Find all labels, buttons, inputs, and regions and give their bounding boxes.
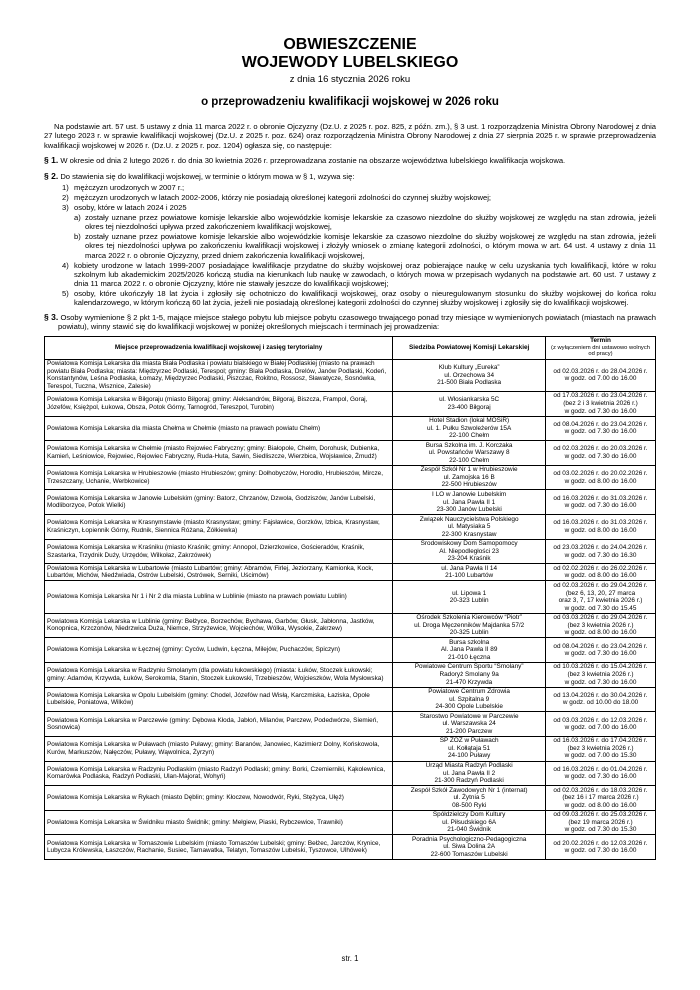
cell-term-line: od 02.03.2026 r. do 29.04.2026 r. (553, 581, 648, 589)
cell-seat-line: 22-600 Tomaszów Lubelski (430, 851, 508, 859)
cell-area: Powiatowa Komisja Lekarska w Janowie Lubelskim (gminy: Batorz, Chrzanów, Dzwola, Godziszów, Janów Lubelski, Modliborzyce, Potok Wielki) (45, 490, 393, 515)
list-item (62, 289, 656, 307)
table-row (45, 638, 656, 663)
cell-term (546, 687, 656, 712)
section-1-marker: § 1. (44, 155, 59, 166)
table-row (45, 687, 656, 712)
table-row (45, 786, 656, 811)
cell-seat (393, 391, 546, 416)
cell-term-line: (bez 6, 13, 20, 27 marca (565, 589, 636, 597)
cell-area: Powiatowa Komisja Lekarska w Biłgoraju (miasto Biłgoraj; gminy: Aleksandrów, Biłgoraj, Biszcza, Frampol, Goraj, Józefów, Księżpol, Łukowa, Obsza, Potok Górny, Tarnogród, Tereszpol, Turobin) (45, 391, 393, 416)
cell-seat-line: Powiatowe Centrum Sportu “Smolany” (414, 663, 524, 671)
cell-term-line: w godz. od 7.30 do 16.00 (564, 428, 637, 436)
cell-term-line: w godz. od 7.30 do 16.00 (564, 650, 637, 658)
cell-seat-line: ul. Orzechowa 34 (444, 371, 494, 379)
cell-area: Powiatowa Komisja Lekarska w Opolu Lubelskim (gminy: Chodel, Józefów nad Wisłą, Karczmiska, Łaziska, Opole Lubelskie, Poniatowa, Wilków) (45, 687, 393, 712)
cell-term-line: (bez 2 i 3 kwietnia 2026 r.) (563, 399, 638, 407)
cell-seat-line: Starostwo Powiatowe w Parczewie (419, 712, 519, 720)
cell-term-line: od 02.03.2026 r. do 28.04.2026 r. (553, 367, 648, 375)
cell-term-line: od 23.03.2026 r. do 24.04.2026 r. (553, 544, 648, 552)
cell-term (546, 465, 656, 490)
cell-seat-line: Ośrodek Szkolenia Kierowców “Piotr” (416, 614, 522, 622)
cell-seat-line: ul. Powstańców Warszawy 8 (428, 449, 510, 457)
cell-seat-line: 20-323 Lublin (449, 597, 489, 605)
cell-term (546, 712, 656, 737)
cell-seat-line: ul. Lipowa 1 (452, 589, 487, 597)
cell-term (546, 416, 656, 441)
cell-seat-line: 21-300 Radzyń Podlaski (434, 777, 504, 785)
cell-seat (393, 613, 546, 638)
cell-term-line: w godz. od 7.30 do 16.30 (564, 551, 637, 559)
cell-area: Powiatowa Komisja Lekarska w Parczewie (gminy: Dębowa Kłoda, Jabłoń, Milanów, Parczew, Podedwórze, Siemień, Sosnowica) (45, 712, 393, 737)
cell-area: Powiatowa Komisja Lekarska Nr 1 i Nr 2 dla miasta Lublina w Lublinie (miasto na prawach powiatu Lublin) (45, 581, 393, 613)
cell-seat (393, 539, 546, 564)
page-number: str. 1 (341, 953, 359, 963)
cell-term-line: w godz. od 7.30 do 16.00 (564, 678, 637, 686)
cell-area: Powiatowa Komisja Lekarska w Łęcznej (gminy: Cyców, Ludwin, Łęczna, Milejów, Puchaczów, Spiczyn) (45, 638, 393, 663)
cell-term-line: w godz. od 7.00 do 16.00 (564, 724, 637, 732)
cell-area: Powiatowa Komisja Lekarska w Świdniku miasto Świdnik; gminy: Mełgiew, Piaski, Rybczewice, Trawniki) (45, 810, 393, 835)
cell-term-line: w godz. od 10.00 do 18.00 (562, 699, 639, 707)
schedule-table (44, 336, 656, 861)
cell-seat-line: 21-010 Łęczna (447, 653, 491, 661)
list-item-text: osoby, które ukończyły 18 lat życia i zgłosiły się ochotniczo do kwalifikacji wojskowej, oraz osoby o nieuregulowanym stosunku do służby wojskowej do końca roku kalendarzowego, w którym kończą 60 lat życia, jeżeli nie posiadają określonej kategorii zdolności do czynnej służby wojskowej i zgłosiły się do kwalifikacji wojskowej. (74, 289, 656, 308)
table-row (45, 490, 656, 515)
cell-seat (393, 835, 546, 860)
list-item-number: 2) (62, 192, 69, 202)
cell-seat-line: 21-200 Parczew (446, 727, 493, 735)
cell-seat (393, 564, 546, 581)
cell-seat-line: Radoryż Smolany 9a (439, 671, 499, 678)
sub-list-item-text: zostały uznane przez powiatowe komisje lekarskie albo wojewódzkie komisje lekarskie za czasowo niezdolne do służby wojskowej ze względu na stan zdrowia, jeżeli okres tej niezdolności upływa przed zakończeniem kwalifikacji wojskowej, (85, 213, 656, 232)
column-header-area: Miejsce przeprowadzenia kwalifikacji wojskowej i zasięg terytorialny (45, 336, 393, 359)
cell-seat-line: 24-100 Puławy (448, 752, 491, 760)
section-2 (44, 171, 656, 308)
cell-seat-line: 23-300 Janów Lubelski (436, 506, 502, 514)
table-row (45, 835, 656, 860)
cell-term-line: w godz. od 8.00 do 16.00 (564, 477, 637, 485)
cell-seat-line: Al. Jana Pawła II 89 (440, 646, 498, 654)
cell-seat-line: ul. Warszawska 24 (442, 720, 496, 728)
cell-term-line: (bez 3 kwietnia 2026 r.) (567, 744, 634, 752)
cell-term-line: (bez 3 kwietnia 2026 r.) (567, 621, 634, 629)
sub-list (74, 213, 656, 260)
cell-seat (393, 465, 546, 490)
section-3 (44, 312, 656, 331)
cell-term (546, 539, 656, 564)
cell-area: Powiatowa Komisja Lekarska w Rykach (miasto Dęblin; gminy: Kłoczew, Nowodwór, Ryki, Stężyca, Ułęż) (45, 786, 393, 811)
cell-term-line: w godz. od 8.00 do 16.00 (564, 526, 637, 534)
cell-seat-line: 22-100 Chełm (449, 456, 490, 464)
list-item (62, 261, 656, 288)
table-row (45, 564, 656, 581)
cell-seat-line: Urząd Miasta Radzyń Podlaski (425, 762, 513, 770)
cell-area: Powiatowa Komisja Lekarska w Chełmie (miasto Rejowiec Fabryczny; gminy: Białopole, Chełm, Dorohusk, Dubienka, Kamień, Leśniowice, Rejowiec, Rejowiec Fabryczny, Ruda-Huta, Sawin, Siedliszcze, Wierzbica, Wojsławice, Żmudź) (45, 441, 393, 466)
cell-seat (393, 712, 546, 737)
cell-term-line: od 03.03.2026 r. do 29.04.2026 r. (553, 614, 648, 622)
cell-term-line: od 10.03.2026 r. do 15.04.2026 r. (553, 663, 648, 671)
cell-area: Powiatowa Komisja Lekarska w Lubartowie (miasto Lubartów; gminy: Abramów, Firlej, Jeziorzany, Kamionka, Kock, Lubartów, Michów, Niedźwiada, Ostrów Lubelski, Ostrówek, Serniki, Uścimów) (45, 564, 393, 581)
cell-term-line: w godz. od 8.00 do 16.00 (564, 801, 637, 809)
cell-term-line: od 16.03.2026 r. do 01.04.2026 r. (553, 765, 648, 773)
list-item-number: 3) (62, 203, 69, 213)
cell-seat-line: ul. Piłsudskiego 6A (442, 818, 497, 826)
column-header-term-note: (z wyłączeniem dni ustawowo wolnych od pracy) (551, 344, 650, 358)
list-item-text: mężczyzn urodzonych w 2007 r.; (74, 182, 185, 192)
cell-seat-line: ul. Zamojska 16 B (443, 473, 495, 481)
cell-term-line: w godz. od 8.00 do 16.00 (564, 629, 637, 637)
cell-seat (393, 687, 546, 712)
document-date: z dnia 16 stycznia 2026 roku (289, 73, 411, 85)
list-item-text: kobiety urodzone w latach 1999-2007 posiadające kwalifikacje przydatne do służby wojskowej oraz pobierające naukę w celu uzyskania tych kwalifikacji, które w roku szkolnym lub akademickim 2025/2026 kończą studia na kierunkach lub naukę w zawodach, o których mowa w przepisach wydanych na podstawie art. 60 ust. 7 ustawy z dnia 11 marca 2022 r. o obronie Ojczyzny, które nie stawały jeszcze do kwalifikacji wojskowej; (74, 260, 656, 288)
cell-term (546, 835, 656, 860)
table-row (45, 465, 656, 490)
cell-seat-line: Zespół Szkół Nr 1 w Hrubieszowie (420, 466, 518, 474)
sub-list-item-letter: a) (74, 213, 81, 223)
cell-seat-line: 22-500 Hrubieszów (441, 481, 497, 489)
table-row (45, 441, 656, 466)
cell-term-line: oraz 3, 7, 17 kwietnia 2026 r.) (558, 597, 643, 605)
section-1 (44, 155, 656, 165)
table-row (45, 662, 656, 687)
table-body (45, 359, 656, 859)
cell-seat (393, 490, 546, 515)
cell-seat-line: ul. Włosiankarska 5C (439, 396, 500, 404)
cell-seat-line: ul. Kołłątaja 51 (448, 744, 491, 752)
cell-seat-line: 21-040 Świdnik (447, 826, 491, 834)
cell-area: Powiatowa Komisja Lekarska w Radzyniu Smolanym (dla powiatu łukowskiego) (miasta: Łuków, Stoczek Łukowski; gminy: Adamów, Krzywda, Łuków, Serokomla, Stanin, Stoczek Łukowski, Trzebieszów, Wojcieszków, Wola Mysłowska) (45, 662, 393, 687)
table-row (45, 761, 656, 786)
cell-seat-line: 21-100 Lubartów (445, 572, 494, 580)
cell-seat (393, 662, 546, 687)
cell-term-line: od 13.04.2026 r. do 30.04.2026 r. (553, 691, 648, 699)
cell-seat-line: Powiatowe Centrum Zdrowia (428, 688, 510, 696)
table-row (45, 712, 656, 737)
list-item (62, 203, 656, 212)
cell-seat-line: ul. 1. Pułku Szwoleżerów 15A (427, 424, 512, 432)
document-title-line2: WOJEWODY LUBELSKIEGO (241, 54, 459, 72)
cell-term-line: (bez 3 kwietnia 2026 r.) (567, 671, 634, 678)
list-item (62, 193, 656, 202)
intro-paragraph: Na podstawie art. 57 ust. 5 ustawy z dnia 11 marca 2022 r. o obronie Ojczyzny (Dz.U. z 2025 r. poz. 825, z późn. zm.), § 3 ust. 1 rozporządzenia Ministra Obrony Narodowej z dnia 27 lutego 2023 r. w sprawie kwalifikacji wojskowej (Dz.U. z 2025 r. poz. 624) oraz rozporządzenia Ministra Obrony Narodowej z dnia 27 sierpnia 2025 r. w sprawie przeprowadzenia kwalifikacji wojskowej w 2026 r. (Dz.U. z 2025 r. poz. 1204) ogłasza się, co następuje: (44, 121, 656, 150)
cell-term (546, 441, 656, 466)
cell-area: Powiatowa Komisja Lekarska w Hrubieszowie (miasto Hrubieszów; gminy: Dołhobyczów, Horodło, Hrubieszów, Mircze, Trzeszczany, Uchanie, Werbkowice) (45, 465, 393, 490)
cell-seat (393, 416, 546, 441)
cell-term-line: w godz. od 7.30 do 16.00 (564, 453, 637, 460)
cell-seat-line: ul. Jana Pawła II 14 (441, 564, 498, 572)
list-item-number: 4) (62, 260, 69, 270)
cell-seat-line: Bursa szkolna (449, 638, 490, 646)
cell-term-line: od 16.03.2026 r. do 31.03.2026 r. (553, 519, 648, 527)
cell-seat-line: SP ZOZ w Puławach (439, 737, 499, 745)
cell-term-line: od 02.02.2026 r. do 26.02.2026 r. (553, 564, 648, 572)
cell-term-line: (bez 19 marca 2026 r.) (568, 818, 633, 826)
cell-seat-line: Związek Nauczycielstwa Polskiego (419, 515, 519, 523)
table-row (45, 391, 656, 416)
cell-seat (393, 761, 546, 786)
sub-list-item-text: zostały uznane przez powiatowe komisje lekarskie albo wojewódzkie komisje lekarskie za czasowo niezdolne do służby wojskowej ze względu na stan zdrowia, jeżeli okres tej niezdolności upływa po zakończeniu kwalifikacji wojskowej i złożyły wniosek o zmianę kategorii zdolności, o którym mowa w art. 64 ust. 4 ustawy z dnia 11 marca 2022 r. o obronie Ojczyzny, przed dniem zakończenia kwalifikacji wojskowej, (85, 232, 656, 260)
cell-seat (393, 736, 546, 761)
cell-seat (393, 786, 546, 811)
cell-term-line: w godz. od 7.30 do 16.00 (564, 407, 637, 415)
cell-area: Powiatowa Komisja Lekarska w Tomaszowie Lubelskim (miasto Tomaszów Lubelski; gminy: Bełżec, Jarczów, Krynice, Lubycza Królewska, Łaszczów, Rachanie, Susiec, Tarnawatka, Telatyn, Tomaszów Lubelski, Tyszowce, Ulhówek) (45, 835, 393, 860)
cell-area: Powiatowa Komisja Lekarska w Krasnymstawie (miasto Krasnystaw; gminy: Fajsławice, Gorzków, Izbica, Krasnystaw, Kraśniczyn, Łopiennik Górny, Rudnik, Siennica Różana, Żółkiewka) (45, 515, 393, 540)
cell-term-line: od 02.03.2026 r. do 18.03.2026 r. (553, 786, 648, 794)
document-title-line1: OBWIESZCZENIE (283, 36, 417, 53)
cell-term-line: od 20.02.2026 r. do 12.03.2026 r. (553, 839, 648, 847)
list-item-text: mężczyzn urodzonych w latach 2002-2006, którzy nie posiadają określonej kategorii zdolności do czynnej służby wojskowej; (74, 192, 492, 202)
cell-seat-line: ul. Żytnia 5 (453, 794, 485, 802)
cell-term (546, 391, 656, 416)
table-row (45, 581, 656, 613)
section-3-text: Osoby wymienione § 2 pkt 1-5, mające miejsce stałego pobytu lub miejsce pobytu czasowego trwającego ponad trzy miesiące w wymienionych powiatach (miastach na prawach powiatu), winny stawić się do kwalifikacji wojskowej w poniżej określonych miejscach i terminach jej prowadzenia: (58, 313, 656, 332)
cell-term-line: od 02.03.2026 r. do 20.03.2026 r. (553, 445, 648, 453)
section-2-marker: § 2. (44, 170, 59, 181)
cell-term (546, 359, 656, 391)
cell-seat-line: ul. Siwa Dolina 2A (443, 843, 496, 851)
cell-seat (393, 581, 546, 613)
cell-term (546, 581, 656, 613)
cell-seat-line: Bursa Szkolna im. J. Korczaka (425, 441, 513, 449)
cell-term (546, 564, 656, 581)
cell-area: Powiatowa Komisja Lekarska dla miasta Chełma w Chełmie (miasto na prawach powiatu Chełm) (45, 416, 393, 441)
cell-term-line: w godz. od 7.00 do 15.30 (564, 752, 637, 760)
cell-area: Powiatowa Komisja Lekarska dla miasta Biała Podlaska i powiatu bialskiego w Białej Podlaskiej (miasto na prawach powiatu Biała Podlaska; miasta: Międzyrzec Podlaski, Terespol; gminy: Biała Podlaska, Drelów, Janów Podlaski, Kodeń, Konstantynów, Leśna Podlaska, Łomazy, Międzyrzec Podlaski, Piszczac, Rokitno, Rossosz, Sławatycze, Sosnówka, Terespol, Tuczna, Wisznice, Zalesie) (45, 359, 393, 391)
cell-term (546, 515, 656, 540)
cell-seat-line: Klub Kultury „Eureka” (438, 363, 500, 371)
cell-seat-line: Hotel Stadion (lokal MOSiR) (429, 417, 510, 425)
cell-term-line: od 08.04.2026 r. do 23.04.2026 r. (553, 420, 648, 428)
cell-seat-line: ul. Szpitalna 9 (449, 695, 490, 703)
cell-seat (393, 359, 546, 391)
cell-term-line: w godz. od 7.00 do 16.00 (564, 375, 637, 383)
list-item (62, 183, 656, 192)
cell-term-line: od 16.03.2026 r. do 17.04.2026 r. (553, 737, 648, 745)
cell-seat-line: Spółdzielczy Dom Kultury (432, 811, 506, 819)
cell-term-line: w godz. od 7.30 do 16.00 (564, 502, 637, 510)
cell-seat-line: 21-470 Krzywda (446, 678, 493, 686)
cell-term (546, 613, 656, 638)
column-header-term-main: Termin (590, 337, 611, 345)
cell-seat-line: 21-500 Biała Podlaska (437, 379, 502, 387)
cell-seat (393, 810, 546, 835)
cell-seat (393, 515, 546, 540)
cell-seat (393, 638, 546, 663)
cell-area: Powiatowa Komisja Lekarska w Puławach (miasto Puławy; gminy: Baranów, Janowiec, Kazimierz Dolny, Końskowola, Kurów, Markuszów, Nałęczów, Puławy, Wąwolnica, Żyrzyn) (45, 736, 393, 761)
sub-list-item-letter: b) (74, 232, 81, 242)
cell-seat-line: Zespół Szkół Zawodowych Nr 1 (internat) (410, 786, 528, 794)
cell-term (546, 810, 656, 835)
cell-term-line: (bez 16 i 17 marca 2026 r.) (562, 794, 639, 802)
cell-term-line: od 09.03.2026 r. do 25.03.2026 r. (553, 811, 648, 819)
cell-term (546, 761, 656, 786)
cell-term-line: w godz. od 8.00 do 16.00 (564, 572, 637, 580)
cell-term-line: od 17.03.2026 r. do 23.04.2026 r. (553, 392, 648, 400)
cell-term-line: od 08.04.2026 r. do 23.04.2026 r. (553, 642, 648, 650)
cell-term-line: od 16.03.2026 r. do 31.03.2026 r. (553, 494, 648, 502)
table-row (45, 539, 656, 564)
cell-seat-line: I LO w Janowie Lubelskim (432, 490, 507, 498)
cell-seat-line: 23-204 Kraśnik (447, 555, 491, 563)
column-header-seat: Siedziba Powiatowej Komisji Lekarskiej (393, 336, 546, 359)
section-1-text: W okresie od dnia 2 lutego 2026 r. do dnia 30 kwietnia 2026 r. przeprowadzana zostanie na obszarze województwa lubelskiego kwalifikacja wojskowa. (60, 156, 566, 166)
cell-area: Powiatowa Komisja Lekarska w Kraśniku (miasto Kraśnik; gminy: Annopol, Dzierzkowice, Gościeradów, Kraśnik, Szastarka, Trzydnik Duży, Urzędów, Wilkołaz, Zakrzówek) (45, 539, 393, 564)
table-row (45, 613, 656, 638)
cell-seat-line: ul. Matysiaka 5 (447, 523, 491, 531)
section-2-text: Do stawienia się do kwalifikacji wojskowej, w terminie o którym mowa w § 1, wzywa się: (60, 171, 355, 181)
list-item-text: osoby, które w latach 2024 i 2025 (74, 203, 187, 213)
cell-term-line: w godz. od 7.30 do 15.45 (564, 604, 637, 612)
cell-seat-line: Poradnia Psychologiczno-Pedagogiczna (411, 835, 527, 843)
cell-term (546, 662, 656, 687)
table-row (45, 515, 656, 540)
list-item-number: 1) (62, 182, 69, 192)
cell-seat-line: Al. Niepodległości 23 (439, 547, 499, 555)
cell-seat-line: 22-100 Chełm (449, 432, 490, 440)
table-row (45, 736, 656, 761)
cell-term-line: od 03.02.2026 r. do 20.02.2026 r. (553, 470, 648, 478)
cell-term (546, 736, 656, 761)
document-subject: o przeprowadzeniu kwalifikacji wojskowej w 2026 roku (201, 96, 499, 109)
section-2-list (62, 183, 656, 307)
cell-term-line: w godz. od 7.30 do 16.00 (564, 847, 637, 855)
cell-seat-line: ul. Droga Męczenników Majdanka 57/2 (414, 621, 525, 629)
cell-term (546, 638, 656, 663)
column-header-term (546, 336, 656, 359)
sub-list-item (74, 232, 656, 259)
cell-seat-line: 23-400 Biłgoraj (447, 403, 491, 411)
cell-seat-line: 20-325 Lublin (449, 629, 489, 637)
cell-seat-line: ul. Jana Pawła II 1 (443, 498, 496, 506)
cell-term-line: od 03.03.2026 r. do 12.03.2026 r. (553, 716, 648, 724)
cell-seat-line: Środowiskowy Dom Samopomocy (420, 540, 518, 548)
list-item-number: 5) (62, 289, 69, 298)
cell-seat-line: 22-300 Krasnystaw (441, 530, 497, 538)
table-row (45, 359, 656, 391)
section-3-marker: § 3. (44, 312, 59, 323)
table-row (45, 416, 656, 441)
cell-seat-line: 08-500 Ryki (452, 801, 487, 809)
cell-area: Powiatowa Komisja Lekarska w Radzyniu Podlaskim (miasto Radzyń Podlaski; gminy: Borki, Czemierniki, Kąkolewnica, Komarówka Podlaska, Radzyń Podlaski, Ulan-Majorat, Wohyń) (45, 761, 393, 786)
table-row (45, 810, 656, 835)
cell-term (546, 490, 656, 515)
cell-seat (393, 441, 546, 466)
sub-list-item (74, 213, 656, 231)
cell-area: Powiatowa Komisja Lekarska w Lublinie (gminy: Bełżyce, Borzechów, Bychawa, Garbów, Głusk, Jabłonna, Jastków, Konopnica, Krzczonów, Niedrzwica Duża, Niemce, Strzyżewice, Wojciechów, Wólka, Wysokie, Zakrzew) (45, 613, 393, 638)
cell-seat-line: ul. Jana Pawła II 2 (443, 769, 496, 777)
cell-term-line: w godz. od 7.30 do 16.00 (564, 773, 637, 781)
cell-term-line: w godz. od 7.30 do 15.30 (564, 826, 637, 834)
cell-term (546, 786, 656, 811)
table-header-row (45, 336, 656, 359)
cell-seat-line: 24-300 Opole Lubelskie (435, 703, 503, 711)
